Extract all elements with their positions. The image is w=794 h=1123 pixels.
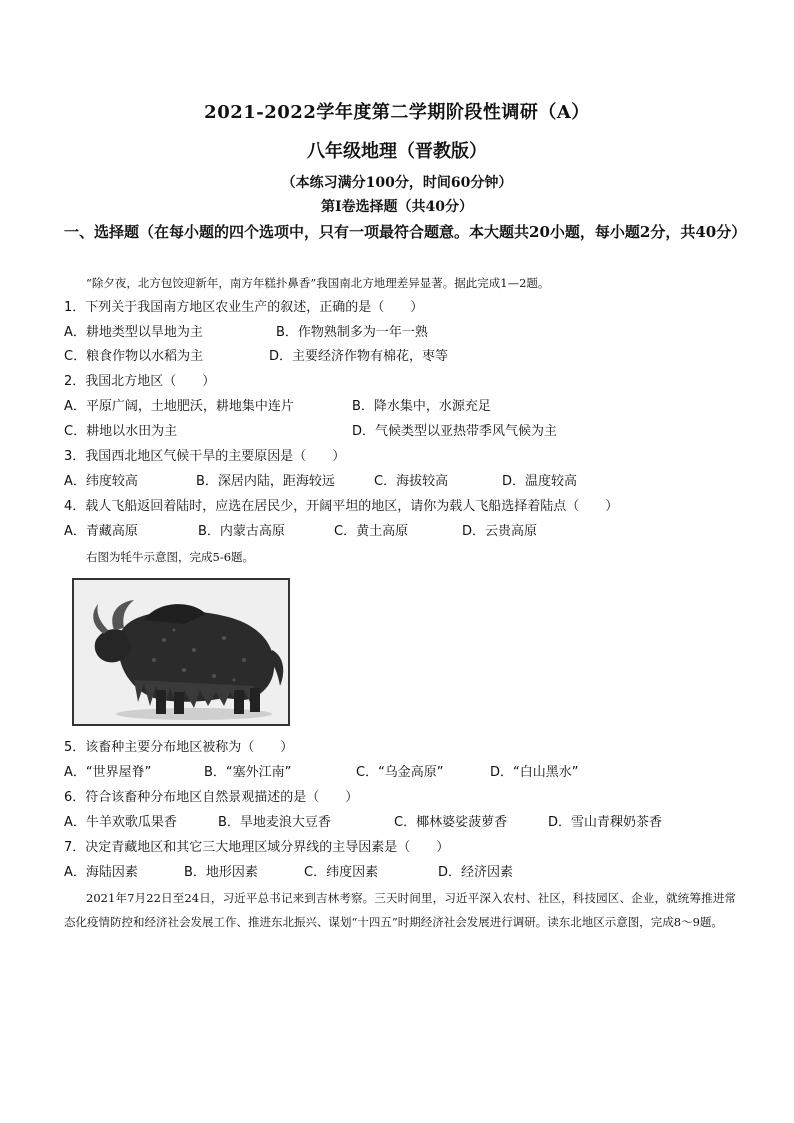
question-7: 7．决定青藏地区和其它三大地理区域分界线的主导因素是（ ） bbox=[64, 840, 450, 855]
q2-option-d[interactable]: D．气候类型以亚热带季风气候为主 bbox=[352, 424, 558, 439]
question-5: 5．该畜种主要分布地区被称为（ ） bbox=[64, 740, 294, 755]
question-3: 3．我国西北地区气候干旱的主要原因是（ ） bbox=[64, 449, 346, 464]
q2-option-c[interactable]: C．耕地以水田为主 bbox=[64, 424, 178, 439]
part-title: 第Ⅰ卷选择题（共40分） bbox=[320, 199, 474, 215]
question-1: 1．下列关于我国南方地区农业生产的叙述，正确的是（ ） bbox=[64, 300, 424, 315]
question-2-options-2 bbox=[64, 422, 557, 442]
q3-option-c[interactable]: C．海拔较高 bbox=[374, 474, 449, 489]
q1-option-d[interactable]: D．主要经济作物有棉花，枣等 bbox=[269, 349, 449, 364]
question-6: 6．符合该畜种分布地区自然景观描述的是（ ） bbox=[64, 790, 359, 805]
exam-note: （本练习满分100分，时间60分钟） bbox=[281, 175, 513, 191]
exam-subtitle: 八年级地理（晋教版） bbox=[307, 141, 487, 162]
yak-illustration-icon bbox=[74, 580, 288, 724]
q6-option-c[interactable]: C．椰林婆娑菠萝香 bbox=[394, 815, 508, 830]
q4-option-a[interactable]: A．青藏高原 bbox=[64, 524, 138, 539]
q2-option-b[interactable]: B．降水集中，水源充足 bbox=[352, 399, 491, 414]
q6-option-a[interactable]: A．牛羊欢歌瓜果香 bbox=[64, 815, 177, 830]
q6-option-b[interactable]: B．旱地麦浪大豆香 bbox=[218, 815, 331, 830]
q5-option-b[interactable]: B．“塞外江南” bbox=[204, 765, 292, 780]
q1-option-b[interactable]: B．作物熟制多为一年一熟 bbox=[276, 325, 428, 340]
q1-option-a[interactable]: A．耕地类型以旱地为主 bbox=[64, 325, 203, 340]
q7-option-a[interactable]: A．海陆因素 bbox=[64, 865, 138, 880]
q5-option-d[interactable]: D．“白山黑水” bbox=[490, 765, 579, 780]
q2-option-a[interactable]: A．平原广阔，土地肥沃，耕地集中连片 bbox=[64, 399, 294, 414]
question-4-options bbox=[64, 522, 537, 542]
q5-option-a[interactable]: A．“世界屋脊” bbox=[64, 765, 152, 780]
question-1-options-2 bbox=[64, 347, 448, 367]
intro-q1-2: “除夕夜，北方包饺迎新年，南方年糕扑鼻香”我国南北方地理差异显著。据此完成1—2题。 bbox=[86, 276, 550, 290]
q4-option-b[interactable]: B．内蒙古高原 bbox=[198, 524, 285, 539]
q7-option-d[interactable]: D．经济因素 bbox=[438, 865, 514, 880]
section-heading: 一、选择题（在每小题的四个选项中，只有一项最符合题意。本大题共20小题，每小题2分，共40分） bbox=[64, 223, 747, 241]
exam-title: 2021-2022学年度第二学期阶段性调研（A） bbox=[204, 102, 590, 123]
question-5-options bbox=[64, 763, 578, 783]
question-6-options bbox=[64, 813, 662, 833]
question-4: 4．载人飞船返回着陆时，应选在居民少，开阔平坦的地区，请你为载人飞船选择着陆点（ ） bbox=[64, 499, 619, 514]
q7-option-b[interactable]: B．地形因素 bbox=[184, 865, 258, 880]
q3-option-a[interactable]: A．纬度较高 bbox=[64, 474, 138, 489]
q6-option-d[interactable]: D．雪山青稞奶茶香 bbox=[548, 815, 663, 830]
intro-q8-9: 2021年7月22日至24日，习近平总书记来到吉林考察。三天时间里，习近平深入农村、社区，科技园区、企业，就统筹推进常态化疫情防控和经济社会发展工作、推进东北振兴、谋划“十四五”时期经济社会发展进行调研。读东北地区示意图，完成8～9题。 bbox=[64, 891, 736, 929]
q1-option-c[interactable]: C．粮食作物以水稻为主 bbox=[64, 349, 204, 364]
q4-option-c[interactable]: C．黄土高原 bbox=[334, 524, 409, 539]
q5-option-c[interactable]: C．“乌金高原” bbox=[356, 765, 444, 780]
question-3-options bbox=[64, 472, 577, 492]
q7-option-c[interactable]: C．纬度因素 bbox=[304, 865, 379, 880]
question-7-options bbox=[64, 863, 513, 883]
q3-option-d[interactable]: D．温度较高 bbox=[502, 474, 578, 489]
question-2: 2．我国北方地区（ ） bbox=[64, 374, 216, 389]
q3-option-b[interactable]: B．深居内陆，距海较远 bbox=[196, 474, 335, 489]
question-1-options bbox=[64, 323, 428, 343]
intro-q5-6: 右图为牦牛示意图，完成5-6题。 bbox=[86, 550, 255, 564]
question-2-options bbox=[64, 397, 491, 417]
q4-option-d[interactable]: D．云贵高原 bbox=[462, 524, 538, 539]
yak-figure bbox=[72, 578, 290, 726]
